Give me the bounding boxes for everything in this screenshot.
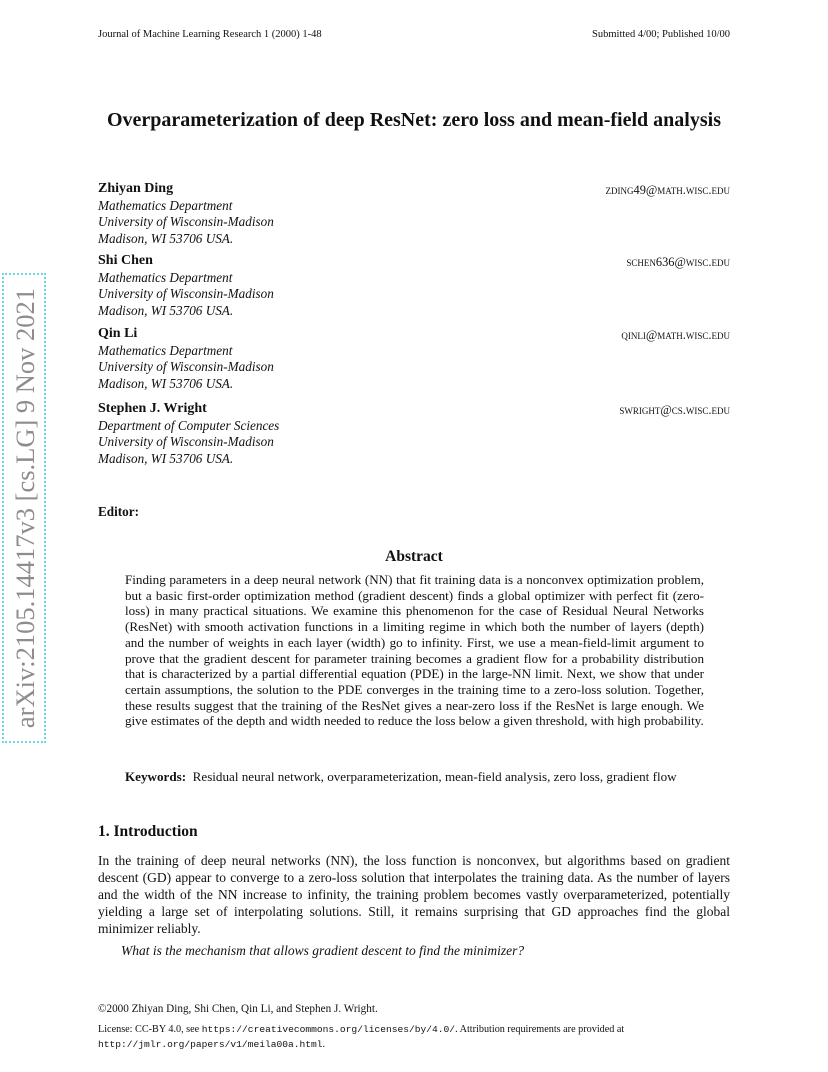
abstract-body: Finding parameters in a deep neural network (NN) that fit training data is a nonconvex optimization problem, but a basic first-order optimization method (gradient descent) finds a global optimizer with perfect fit (zero-loss) in many practical situations. We examine this phenomenon for the case of Residual Neural Networks (ResNet) with smooth activation functions in a limiting regime in which both the number of layers (depth) and the number of weights in each layer (width) go to infinity. First, we use a mean-field-limit argument to prove that the gradient descent for parameter training becomes a gradient flow for a probability distribution that is characterized by a partial differential equation (PDE) in the large-NN limit. Next, we show that under certain assumptions, the solution to the PDE converges in the training time to a zero-loss solution. Together, these results suggest that the training of the ResNet gives a near-zero loss if the ResNet is large enough. We give estimates of the depth and width needed to reduce the loss below a given threshold, with high probability. — [125, 572, 704, 729]
author-name: Stephen J. Wright — [98, 401, 207, 416]
author-address: Madison, WI 53706 USA. — [98, 375, 234, 391]
author-department: Mathematics Department — [98, 197, 233, 213]
author-email[interactable]: schen636@wisc.edu — [626, 255, 730, 269]
attribution-link[interactable]: http://jmlr.org/papers/v1/meila00a.html — [98, 1039, 323, 1050]
author-block — [98, 401, 730, 467]
author-email[interactable]: zding49@math.wisc.edu — [605, 183, 730, 197]
keywords — [125, 769, 704, 785]
author-block — [98, 181, 730, 247]
license-middle: . Attribution requirements are provided at — [455, 1024, 625, 1035]
license-notice — [98, 1022, 738, 1052]
intro-paragraph: In the training of deep neural networks (NN), the loss function is nonconvex, but algorithms based on gradient descent (GD) appear to converge to a zero-loss solution that interpolates the training data. As the number of layers and the width of the NN increase to infinity, the training problem becomes vastly overparameterized, potentially yielding a large set of interpolating solutions. Still, it remains surprising that GD approaches find the global minimizer reliably. — [98, 853, 730, 936]
license-prefix: License: CC-BY 4.0, see — [98, 1024, 202, 1035]
author-university: University of Wisconsin-Madison — [98, 286, 274, 301]
copyright-notice: ©2000 Zhiyan Ding, Shi Chen, Qin Li, and Stephen J. Wright. — [98, 1003, 378, 1015]
author-address: Madison, WI 53706 USA. — [98, 230, 234, 246]
author-address: Madison, WI 53706 USA. — [98, 450, 234, 466]
author-department: Mathematics Department — [98, 269, 233, 285]
author-email[interactable]: qinli@math.wisc.edu — [621, 328, 730, 342]
abstract-heading: Abstract — [385, 548, 443, 565]
section-heading: 1. Introduction — [98, 823, 198, 840]
author-university: University of Wisconsin-Madison — [98, 359, 274, 374]
license-link[interactable]: https://creativecommons.org/licenses/by/4.0/ — [201, 1024, 456, 1035]
journal-header: Journal of Machine Learning Research 1 (2000) 1-48 — [98, 29, 322, 40]
author-university: University of Wisconsin-Madison — [98, 434, 274, 449]
submission-dates: Submitted 4/00; Published 10/00 — [592, 29, 730, 40]
keywords-label: Keywords: — [125, 769, 187, 784]
author-block — [98, 326, 730, 392]
author-block — [98, 253, 730, 319]
paper-title: Overparameterization of deep ResNet: zero loss and mean-field analysis — [107, 109, 721, 131]
author-name: Shi Chen — [98, 253, 153, 268]
license-end: . — [322, 1039, 326, 1050]
editor-label: Editor: — [98, 504, 140, 519]
author-name: Qin Li — [98, 326, 138, 341]
author-name: Zhiyan Ding — [98, 181, 174, 196]
arxiv-stamp: arXiv:2105.14417v3 [cs.LG] 9 Nov 2021 — [2, 273, 46, 743]
keywords-text: Residual neural network, overparameterization, mean-field analysis, zero loss, gradient flow — [192, 769, 677, 784]
author-department: Mathematics Department — [98, 342, 233, 358]
author-email[interactable]: swright@cs.wisc.edu — [619, 403, 730, 417]
author-address: Madison, WI 53706 USA. — [98, 302, 234, 318]
intro-question: What is the mechanism that allows gradient descent to find the minimizer? — [121, 943, 525, 958]
author-university: University of Wisconsin-Madison — [98, 214, 274, 229]
author-department: Department of Computer Sciences — [98, 417, 280, 433]
